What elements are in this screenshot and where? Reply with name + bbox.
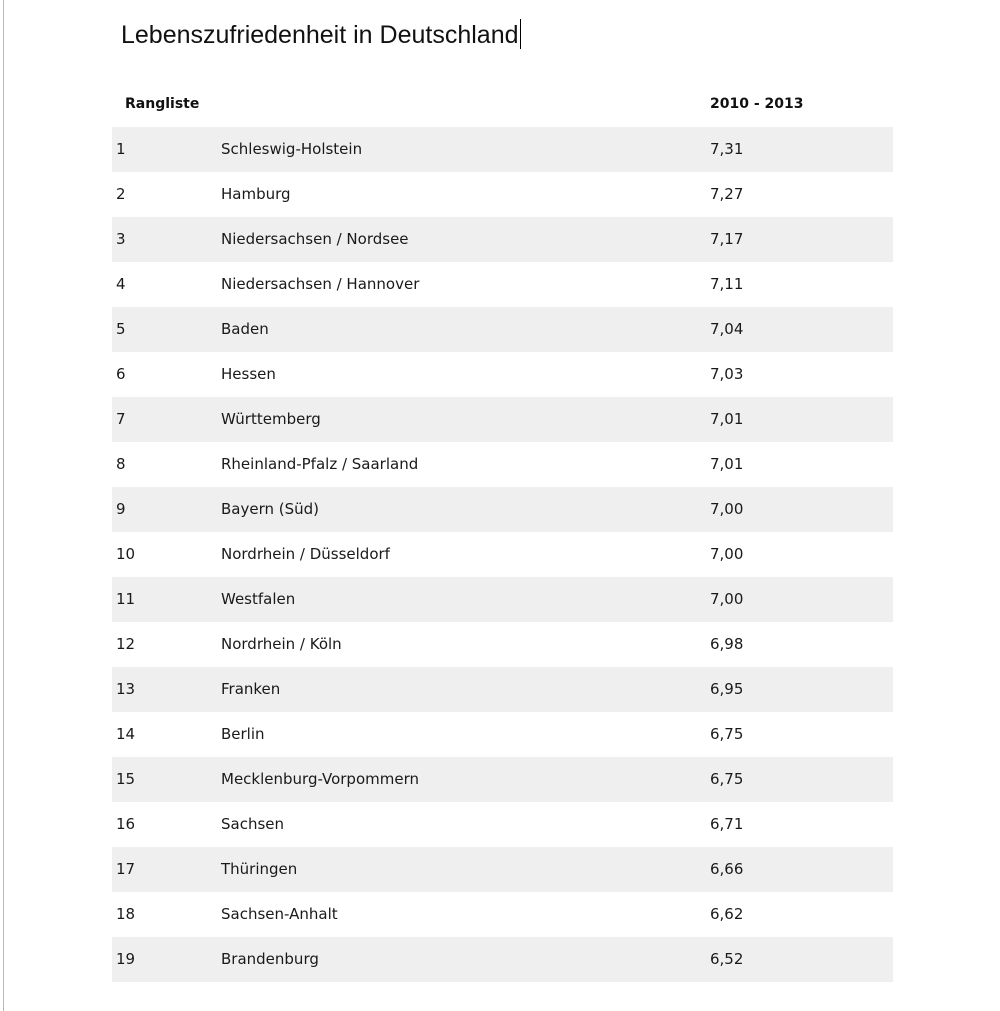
table-row (112, 442, 893, 487)
cell-rank: 3 (116, 230, 126, 248)
table-row (112, 712, 893, 757)
cell-value: 7,03 (710, 365, 744, 383)
cell-rank: 19 (116, 950, 136, 968)
cell-rank: 1 (116, 140, 126, 158)
cell-value: 7,00 (710, 590, 744, 608)
cell-value: 6,66 (710, 860, 744, 878)
header-rank: Rangliste (125, 96, 200, 112)
table-row (112, 667, 893, 712)
cell-region: Sachsen (221, 815, 285, 833)
cell-rank: 7 (116, 410, 126, 428)
cell-value: 7,04 (710, 320, 744, 338)
cell-region: Hessen (221, 365, 276, 383)
cell-region: Rheinland-Pfalz / Saarland (221, 455, 419, 473)
cell-region: Bayern (Süd) (221, 500, 320, 518)
table-row (112, 172, 893, 217)
cell-rank: 11 (116, 590, 136, 608)
cell-rank: 4 (116, 275, 126, 293)
cell-value: 6,62 (710, 905, 744, 923)
cell-region: Nordrhein / Köln (221, 635, 342, 653)
table-row (112, 307, 893, 352)
cell-value: 7,01 (710, 410, 744, 428)
table-row (112, 397, 893, 442)
cell-rank: 10 (116, 545, 136, 563)
cell-rank: 15 (116, 770, 136, 788)
cell-rank: 9 (116, 500, 126, 518)
cell-value: 6,98 (710, 635, 744, 653)
table-row (112, 622, 893, 667)
table-row (112, 262, 893, 307)
cell-region: Franken (221, 680, 281, 698)
cell-region: Sachsen-Anhalt (221, 905, 338, 923)
table-row (112, 802, 893, 847)
cell-value: 6,75 (710, 770, 744, 788)
cell-rank: 14 (116, 725, 136, 743)
table-body (112, 127, 893, 982)
cell-region: Schleswig-Holstein (221, 140, 363, 158)
cell-rank: 8 (116, 455, 126, 473)
table-row (112, 487, 893, 532)
cell-region: Berlin (221, 725, 265, 743)
table-row (112, 577, 893, 622)
cell-region: Hamburg (221, 185, 291, 203)
cell-region: Württemberg (221, 410, 321, 428)
cell-value: 7,31 (710, 140, 744, 158)
cell-region: Baden (221, 320, 269, 338)
page-edge (3, 0, 4, 1011)
cell-rank: 18 (116, 905, 136, 923)
table-row (112, 892, 893, 937)
table-row (112, 847, 893, 892)
cell-value: 7,11 (710, 275, 744, 293)
table-row (112, 757, 893, 802)
ranking-table (112, 83, 893, 982)
cell-region: Nordrhein / Düsseldorf (221, 545, 390, 563)
cell-rank: 2 (116, 185, 126, 203)
table-row (112, 937, 893, 982)
cell-value: 7,17 (710, 230, 744, 248)
cell-rank: 6 (116, 365, 126, 383)
cell-value: 6,75 (710, 725, 744, 743)
text-cursor (520, 19, 521, 49)
cell-value: 7,01 (710, 455, 744, 473)
cell-rank: 13 (116, 680, 136, 698)
cell-value: 7,00 (710, 500, 744, 518)
header-value: 2010 - 2013 (710, 96, 804, 112)
cell-value: 6,95 (710, 680, 744, 698)
cell-value: 7,27 (710, 185, 744, 203)
cell-rank: 16 (116, 815, 136, 833)
document-title[interactable] (121, 19, 521, 50)
cell-region: Thüringen (221, 860, 298, 878)
cell-value: 7,00 (710, 545, 744, 563)
table-row (112, 127, 893, 172)
cell-value: 6,52 (710, 950, 744, 968)
cell-value: 6,71 (710, 815, 744, 833)
cell-region: Brandenburg (221, 950, 319, 968)
cell-region: Mecklenburg-Vorpommern (221, 770, 419, 788)
cell-region: Niedersachsen / Nordsee (221, 230, 409, 248)
cell-rank: 5 (116, 320, 126, 338)
table-header-row (112, 83, 893, 127)
cell-region: Niedersachsen / Hannover (221, 275, 420, 293)
cell-rank: 12 (116, 635, 136, 653)
cell-rank: 17 (116, 860, 136, 878)
cell-region: Westfalen (221, 590, 296, 608)
document-title-text: Lebenszufriedenheit in Deutschland (121, 21, 519, 49)
table-row (112, 352, 893, 397)
table-row (112, 217, 893, 262)
table-row (112, 532, 893, 577)
